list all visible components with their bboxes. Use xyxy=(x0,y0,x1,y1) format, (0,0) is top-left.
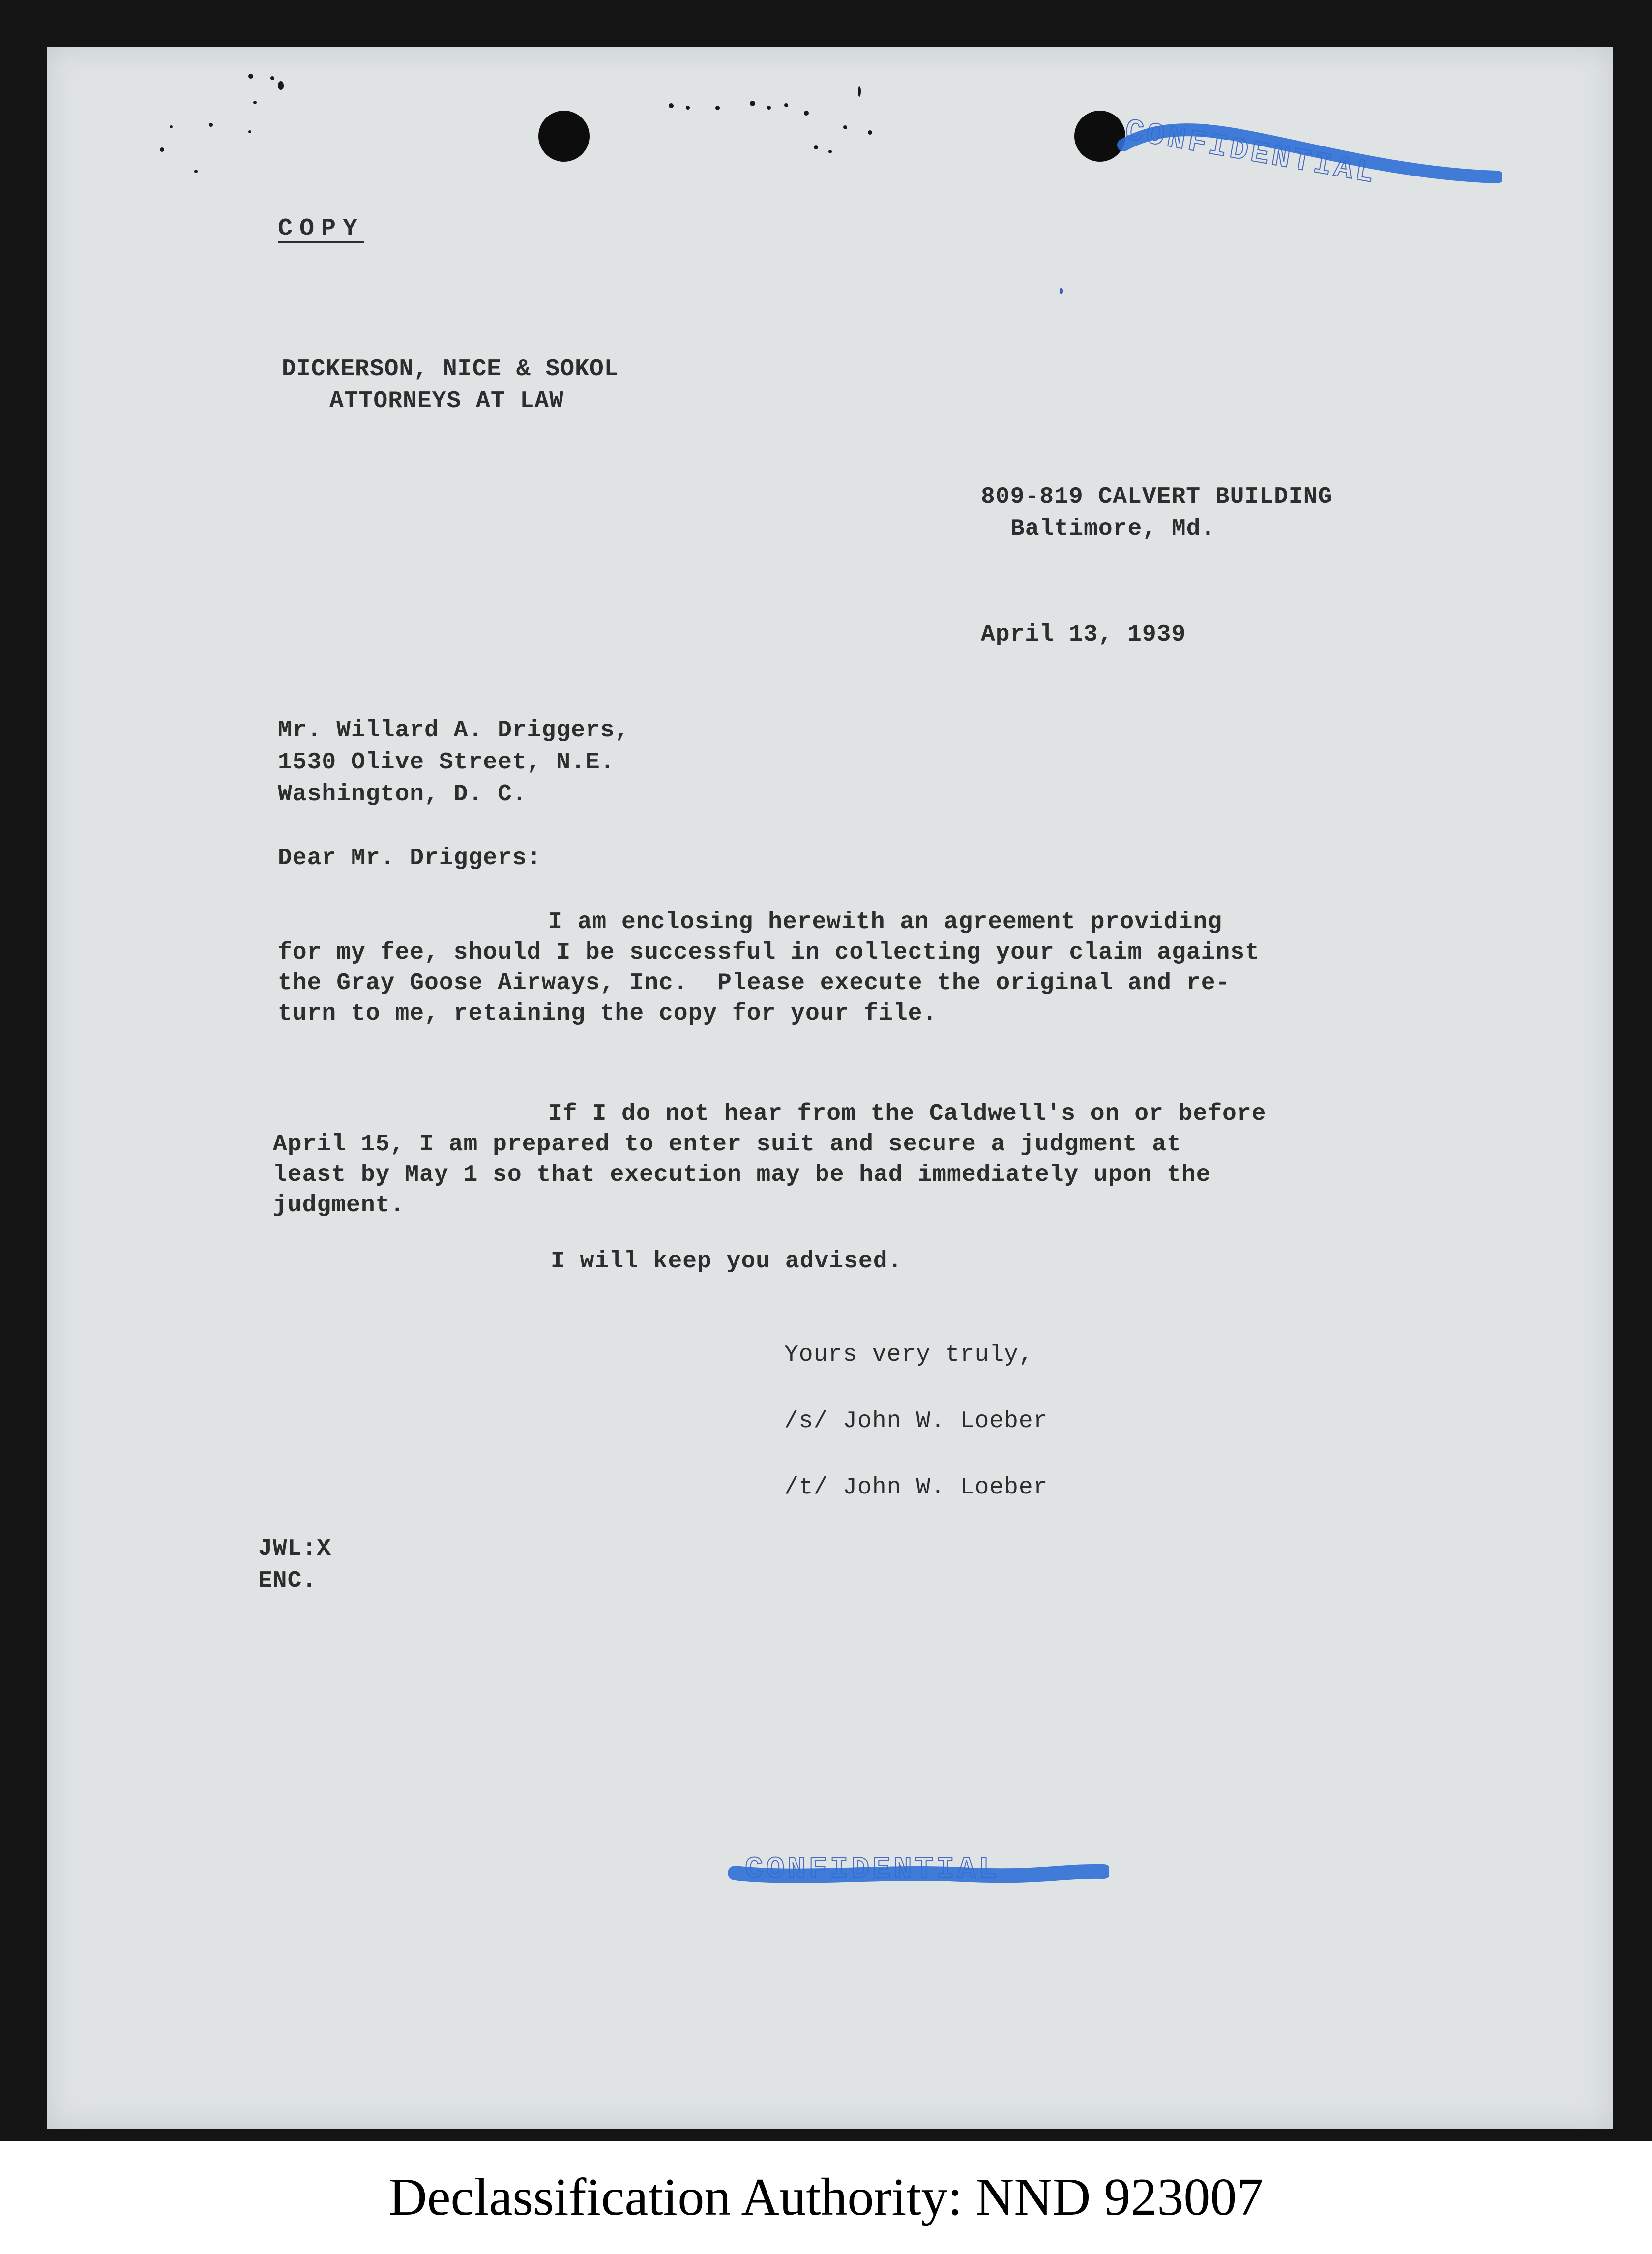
body-paragraph-1: I am enclosing herewith an agreement providing for my fee, should I be successful in collecting your claim against the Gray Goose Airways, Inc. Please execute the original and re- turn to me, retaining the copy for your file. xyxy=(278,909,1260,1027)
declassification-footer: Declassification Authority: NND 923007 xyxy=(388,2168,1264,2226)
body-paragraph-3: I will keep you advised. xyxy=(551,1248,903,1275)
confidential-stamp-bottom xyxy=(725,1846,1109,1900)
body-paragraph-2: If I do not hear from the Caldwell's on or before April 15, I am prepared to enter suit and secure a judgment at least by May 1 so that execution may be had immediately upon the judgment. xyxy=(273,1101,1267,1219)
closing: Yours very truly, xyxy=(784,1342,1033,1368)
firm-address-line1: 809-819 CALVERT BUILDING xyxy=(981,484,1333,510)
firm-subtitle: ATTORNEYS AT LAW xyxy=(329,388,564,414)
signature-t: /t/ John W. Loeber xyxy=(784,1474,1048,1501)
recipient-street: 1530 Olive Street, N.E. xyxy=(278,749,615,776)
salutation: Dear Mr. Driggers: xyxy=(278,845,542,872)
firm-address-line2: Baltimore, Md. xyxy=(1010,516,1216,542)
typist-initials: JWL:X xyxy=(258,1536,332,1562)
confidential-stamp-top-text: CONFIDENTIAL xyxy=(1122,113,1380,192)
firm-name: DICKERSON, NICE & SOKOL xyxy=(282,356,619,382)
punch-hole-left xyxy=(538,111,590,162)
recipient-name: Mr. Willard A. Driggers, xyxy=(278,717,630,744)
document-page xyxy=(47,47,1613,2129)
copy-label: COPY xyxy=(278,215,365,243)
recipient-city: Washington, D. C. xyxy=(278,781,527,808)
confidential-stamp-top-strike xyxy=(1109,101,1502,189)
enclosure-note: ENC. xyxy=(258,1568,317,1594)
confidential-stamp-top xyxy=(1109,101,1502,192)
signature-s: /s/ John W. Loeber xyxy=(784,1408,1048,1434)
letter-date: April 13, 1939 xyxy=(981,621,1186,648)
confidential-stamp-bottom-strike xyxy=(725,1846,1109,1900)
confidential-stamp-bottom-text: CONFIDENTIAL xyxy=(745,1852,1000,1887)
